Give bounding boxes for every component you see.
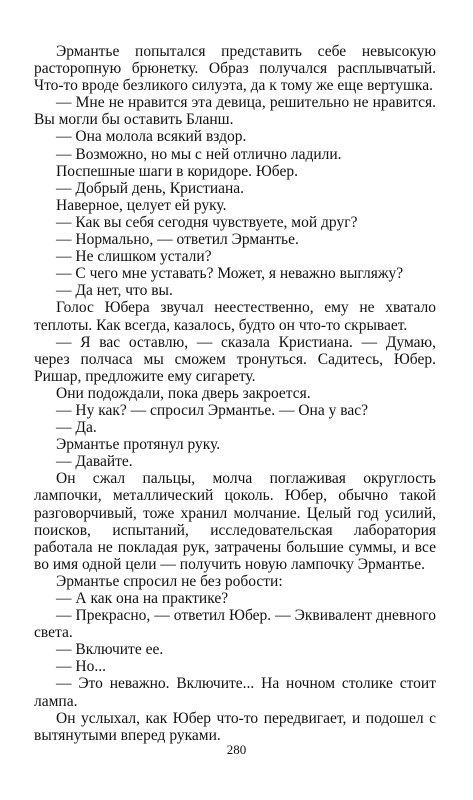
paragraph: — Нормально, — ответил Эрмантье. <box>56 231 299 249</box>
paragraph: — Возможно, но мы с ней отлично ладили. <box>56 145 342 163</box>
paragraph: Голос Юбера звучал неестественно, ему не хватало теплоты. Как всегда, казалось, будто он что-то скрывает. <box>34 299 436 334</box>
paragraph: — Это неважно. Включите... На ночном столике стоит лампа. <box>34 675 436 710</box>
paragraph: Эрмантье протянул руку. <box>56 436 221 454</box>
paragraph: Эрмантье попытался представить себе невысокую расторопную брюнетку. Образ получался расплывчатый. Что-то вроде безликого силуэта, да к тому же еще вертушка. <box>34 43 436 95</box>
paragraph: — Она молола всякий вздор. <box>56 128 247 146</box>
paragraph: Эрмантье спросил не без робости: <box>56 572 283 590</box>
paragraph: — Добрый день, Кристиана. <box>56 179 245 197</box>
paragraph: — Прекрасно, — ответил Юбер. — Эквивалент дневного света. <box>34 607 436 642</box>
paragraph: Он сжал пальцы, молча поглаживая округлость лампочки, металлический цоколь. Юбер, обычно такой разговорчивый, тоже хранил молчание. Целый год усилий, поисков, испытаний, исследовательская лаборатория работала не покладая рук, затрачены большие суммы, и все во имя одной цели — получить новую лампочку Эрмантье. <box>34 470 436 573</box>
page-text <box>34 43 436 744</box>
paragraph: — Не слишком устали? <box>56 248 212 266</box>
paragraph: — Как вы себя сегодня чувствуете, мой друг? <box>56 213 358 231</box>
paragraph: — Да нет, что вы. <box>56 282 173 300</box>
paragraph: — Да. <box>56 419 97 437</box>
paragraph: — С чего мне уставать? Может, я неважно выгляжу? <box>56 265 404 283</box>
paragraph: Наверное, целует ей руку. <box>56 196 227 214</box>
paragraph: — Включите ее. <box>56 641 164 659</box>
page-number: 280 <box>226 742 247 757</box>
paragraph: — Давайте. <box>56 453 133 471</box>
paragraph: — Но... <box>56 658 106 676</box>
paragraph: — Я вас оставлю, — сказала Кристиана. — Думаю, через полчаса мы сможем тронуться. Садитесь, Юбер. Ришар, предложите ему сигарету. <box>34 333 436 385</box>
paragraph: — Мне не нравится эта девица, решительно не нравится. Вы могли бы оставить Бланш. <box>34 94 436 129</box>
paragraph: — Ну как? — спросил Эрмантье. — Она у вас? <box>56 401 368 419</box>
paragraph: Они подождали, пока дверь закроется. <box>56 384 311 402</box>
paragraph: Поспешные шаги в коридоре. Юбер. <box>56 162 298 180</box>
paragraph: Он услыхал, как Юбер что-то передвигает, и подошел с вытянутыми вперед руками. <box>34 709 436 744</box>
paragraph: — А как она на практике? <box>56 590 229 607</box>
